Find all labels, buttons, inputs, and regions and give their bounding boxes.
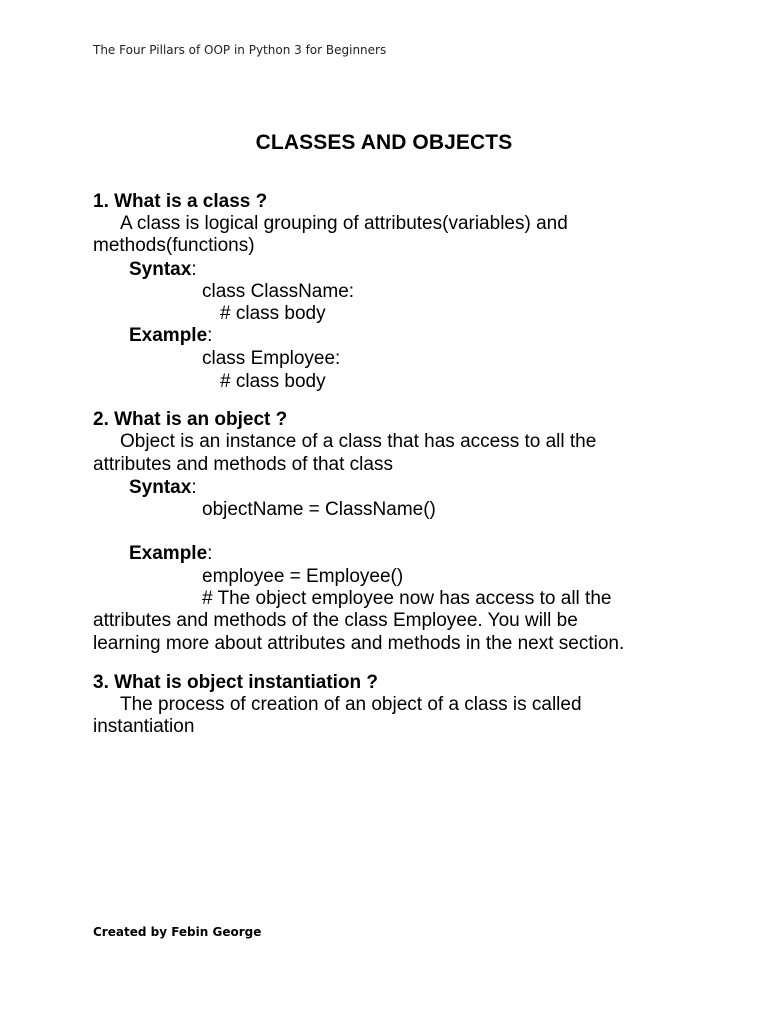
page-footer: Created by Febin George: [93, 925, 262, 939]
syntax-label: Syntax: [129, 259, 192, 280]
section-3-heading: 3. What is object instantiation ?: [93, 672, 379, 693]
page-header: The Four Pillars of OOP in Python 3 for Beginners: [93, 43, 387, 57]
section-2-example-code-line-4: learning more about attributes and methods in the next section.: [93, 633, 625, 654]
section-3-text-line-2: instantiation: [93, 716, 195, 737]
colon: :: [191, 259, 197, 280]
section-2-text-line-1: Object is an instance of a class that has access to all the: [120, 431, 597, 452]
section-2-heading: 2. What is an object ?: [93, 409, 288, 430]
section-2-text-line-2: attributes and methods of that class: [93, 454, 393, 475]
section-2-example-code-line-3: attributes and methods of the class Employee. You will be: [93, 610, 578, 631]
section-3-text-line-1: The process of creation of an object of a class is called: [120, 694, 582, 715]
example-label: Example: [129, 325, 208, 346]
page-title: CLASSES AND OBJECTS: [255, 131, 513, 154]
section-2-example-code-line-2: # The object employee now has access to all the: [202, 588, 612, 609]
example-label: Example: [129, 543, 208, 564]
section-1-text-line-1: A class is logical grouping of attributes(variables) and: [120, 213, 568, 234]
colon: :: [207, 325, 213, 346]
section-1-text-line-2: methods(functions): [93, 235, 255, 256]
section-1-example-label-line: [129, 325, 212, 347]
colon: :: [191, 477, 197, 498]
colon: :: [207, 543, 213, 564]
section-1-example-code-line-2: # class body: [220, 371, 326, 392]
section-1-syntax-code-line-1: class ClassName:: [202, 281, 355, 302]
section-2-example-code-line-1: employee = Employee(): [202, 566, 404, 587]
section-2-syntax-label-line: [129, 477, 197, 499]
section-2-example-label-line: [129, 543, 212, 565]
syntax-label: Syntax: [129, 477, 192, 498]
section-1-syntax-label-line: [129, 259, 197, 281]
section-1-syntax-code-line-2: # class body: [220, 303, 326, 324]
section-1-example-code-line-1: class Employee:: [202, 348, 341, 369]
section-2-syntax-code-line-1: objectName = ClassName(): [202, 499, 436, 520]
section-1-heading: 1. What is a class ?: [93, 191, 268, 212]
